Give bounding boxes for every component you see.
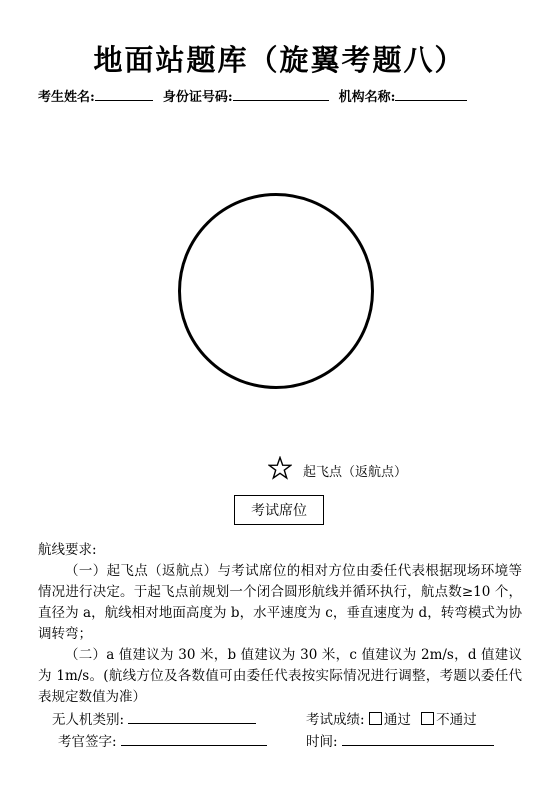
takeoff-point-label: 起飞点（返航点）	[303, 465, 408, 480]
organization-field[interactable]	[395, 88, 467, 101]
page-title: 地面站题库（旋翼考题八）	[93, 43, 466, 77]
fail-checkbox[interactable]	[421, 712, 434, 725]
requirements-heading: 航线要求:	[38, 542, 97, 558]
examiner-signature-row	[58, 730, 267, 750]
requirement-paragraph-1: （一）起飞点（返航点）与考试席位的相对方位由委任代表根据现场环境等情况进行决定。于起飞点前规划一个闭合圆形航线并循环执行，航点数≥10 个，直径为 a，航线相对地面高度为 b，水平速度为 c，垂直速度为 d，转弯模式为协调转弯；	[38, 563, 522, 642]
exam-seat-label: 考试席位	[251, 503, 307, 519]
exam-score-row	[306, 708, 477, 728]
pass-label: 通过	[383, 712, 411, 728]
candidate-id-field[interactable]	[233, 88, 329, 101]
candidate-id-label: 身份证号码:	[162, 90, 233, 105]
candidate-name-field[interactable]	[95, 88, 153, 101]
organization-label: 机构名称:	[338, 90, 396, 105]
time-label: 时间:	[306, 734, 338, 750]
pass-checkbox[interactable]	[369, 712, 382, 725]
time-row	[306, 730, 494, 750]
uav-type-field[interactable]	[128, 710, 256, 724]
candidate-name-label: 考生姓名:	[38, 90, 95, 105]
route-requirements	[38, 540, 522, 708]
examiner-signature-field[interactable]	[121, 732, 267, 746]
uav-type-row	[52, 708, 256, 728]
requirement-paragraph-2: （二）a 值建议为 30 米，b 值建议为 30 米，c 值建议为 2m/s，d 值建议为 1m/s。(航线方位及各数值可由委任代表按实际情况进行调整，考题以委任代表规定数值为准）	[38, 647, 522, 705]
fail-label: 不通过	[436, 712, 477, 728]
exam-seat-box	[234, 495, 324, 525]
star-outline-icon	[268, 456, 292, 480]
time-field[interactable]	[342, 732, 494, 746]
circular-route-diagram	[178, 193, 374, 389]
examiner-signature-label: 考官签字:	[58, 734, 117, 750]
candidate-info-row	[38, 86, 528, 105]
uav-type-label: 无人机类别:	[52, 712, 125, 728]
exam-score-label: 考试成绩:	[306, 712, 365, 728]
